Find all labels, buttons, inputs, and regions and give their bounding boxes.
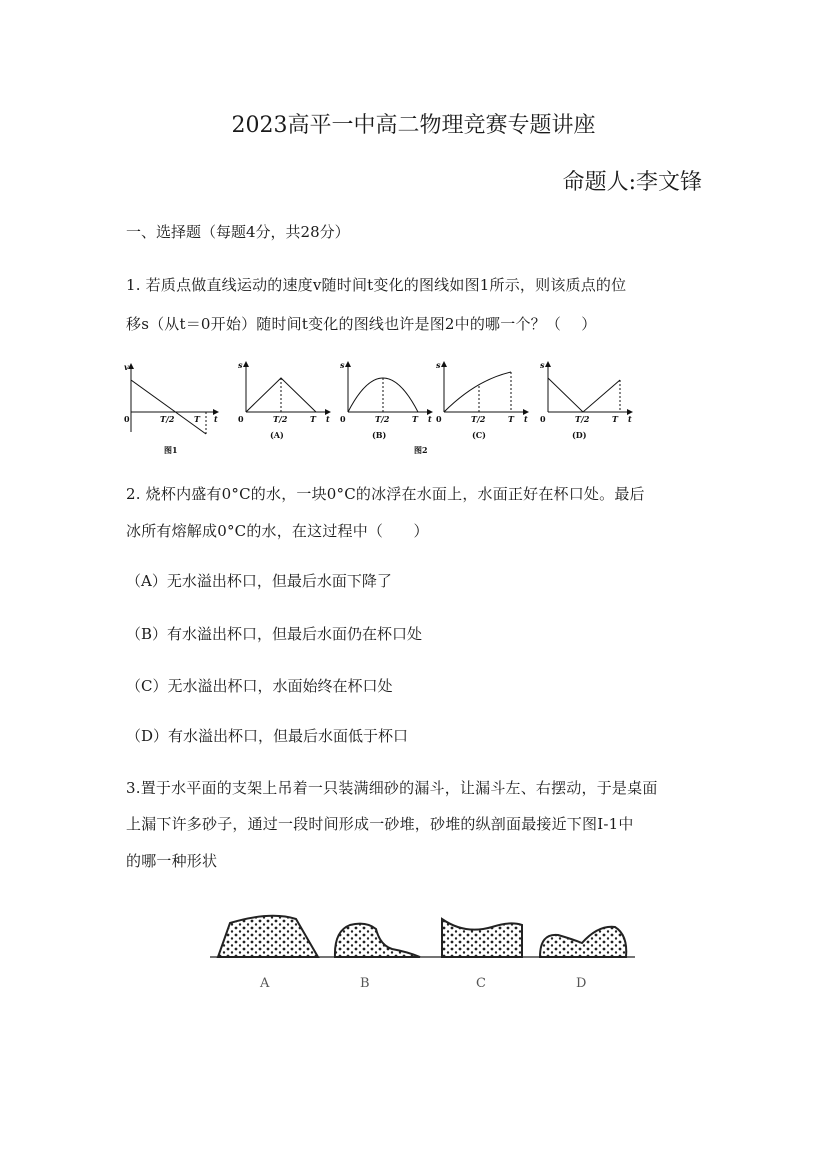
sand-shape-a [218, 916, 318, 957]
a-option-label: (A) [270, 430, 284, 440]
q2-line1: 2. 烧杯内盛有0°C的水，一块0°C的冰浮在水面上，水面正好在杯口处。最后 [126, 485, 645, 503]
fig1-t-label: t [214, 414, 218, 424]
d-origin: 0 [540, 414, 546, 424]
sand-label-a: A [260, 976, 270, 991]
a-s-label: s [238, 360, 243, 370]
d-half-t: T/2 [575, 414, 590, 424]
sand-label-b: B [360, 976, 370, 991]
b-option-label: (B) [372, 430, 387, 440]
fig2-option-d [540, 360, 632, 440]
q2-option-a: （A）无水溢出杯口，但最后水面下降了 [126, 572, 392, 590]
fig2-option-a [238, 360, 330, 440]
q3-sand-figure [210, 905, 635, 995]
d-t-label: t [628, 414, 632, 424]
c-s-label: s [436, 360, 441, 370]
q2-line2: 冰所有熔解成0°C的水，在这过程中（ ） [126, 522, 429, 540]
section-heading: 一、选择题（每题4分，共28分） [126, 223, 350, 241]
fig1-v-graph [124, 362, 218, 455]
q2-option-d: （D）有水溢出杯口，但最后水面低于杯口 [126, 727, 409, 745]
sand-shape-b [335, 924, 420, 957]
d-T: T [612, 414, 618, 424]
c-option-label: (C) [472, 430, 486, 440]
a-t-label: t [326, 414, 330, 424]
q3-line1: 3.置于水平面的支架上吊着一只装满细砂的漏斗，让漏斗左、右摆动，于是桌面 [126, 779, 658, 797]
b-s-label: s [340, 360, 345, 370]
b-T: T [412, 414, 418, 424]
q1-figure [118, 352, 638, 462]
fig2-option-b [340, 360, 432, 440]
q1-line2: 移s（从t＝0开始）随时间t变化的图线也许是图2中的哪一个？（ ） [126, 315, 597, 333]
fig2-caption: 图2 [414, 445, 428, 455]
q3-line2: 上漏下许多砂子，通过一段时间形成一砂堆，砂堆的纵剖面最接近下图Ⅰ-1中 [126, 815, 634, 833]
c-t-label: t [524, 414, 528, 424]
sand-label-d: D [576, 976, 587, 991]
fig1-v-label: v [124, 362, 129, 372]
fig2-option-c [414, 360, 528, 455]
d-s-label: s [540, 360, 545, 370]
d-option-label: (D) [572, 430, 587, 440]
b-half-t: T/2 [375, 414, 390, 424]
b-t-label: t [428, 414, 432, 424]
sand-label-c: C [476, 976, 486, 991]
a-half-t: T/2 [273, 414, 288, 424]
a-T: T [310, 414, 316, 424]
fig1-T: T [194, 414, 200, 424]
q2-option-c: （C）无水溢出杯口，水面始终在杯口处 [126, 677, 393, 695]
sand-shape-c [442, 919, 522, 957]
c-T: T [508, 414, 514, 424]
fig1-caption: 图1 [164, 445, 178, 455]
q2-option-b: （B）有水溢出杯口，但最后水面仍在杯口处 [126, 625, 423, 643]
fig1-half-t: T/2 [160, 414, 175, 424]
c-half-t: T/2 [471, 414, 486, 424]
q1-line1: 1. 若质点做直线运动的速度v随时间t变化的图线如图1所示，则该质点的位 [126, 276, 627, 294]
page-title: 2023高平一中高二物理竞赛专题讲座 [231, 113, 596, 138]
sand-shape-d [540, 927, 626, 957]
author-line: 命题人:李文锋 [562, 170, 702, 195]
q3-line3: 的哪一种形状 [126, 852, 218, 870]
c-origin: 0 [436, 414, 442, 424]
fig1-origin: 0 [124, 414, 130, 424]
b-origin: 0 [340, 414, 346, 424]
a-origin: 0 [238, 414, 244, 424]
